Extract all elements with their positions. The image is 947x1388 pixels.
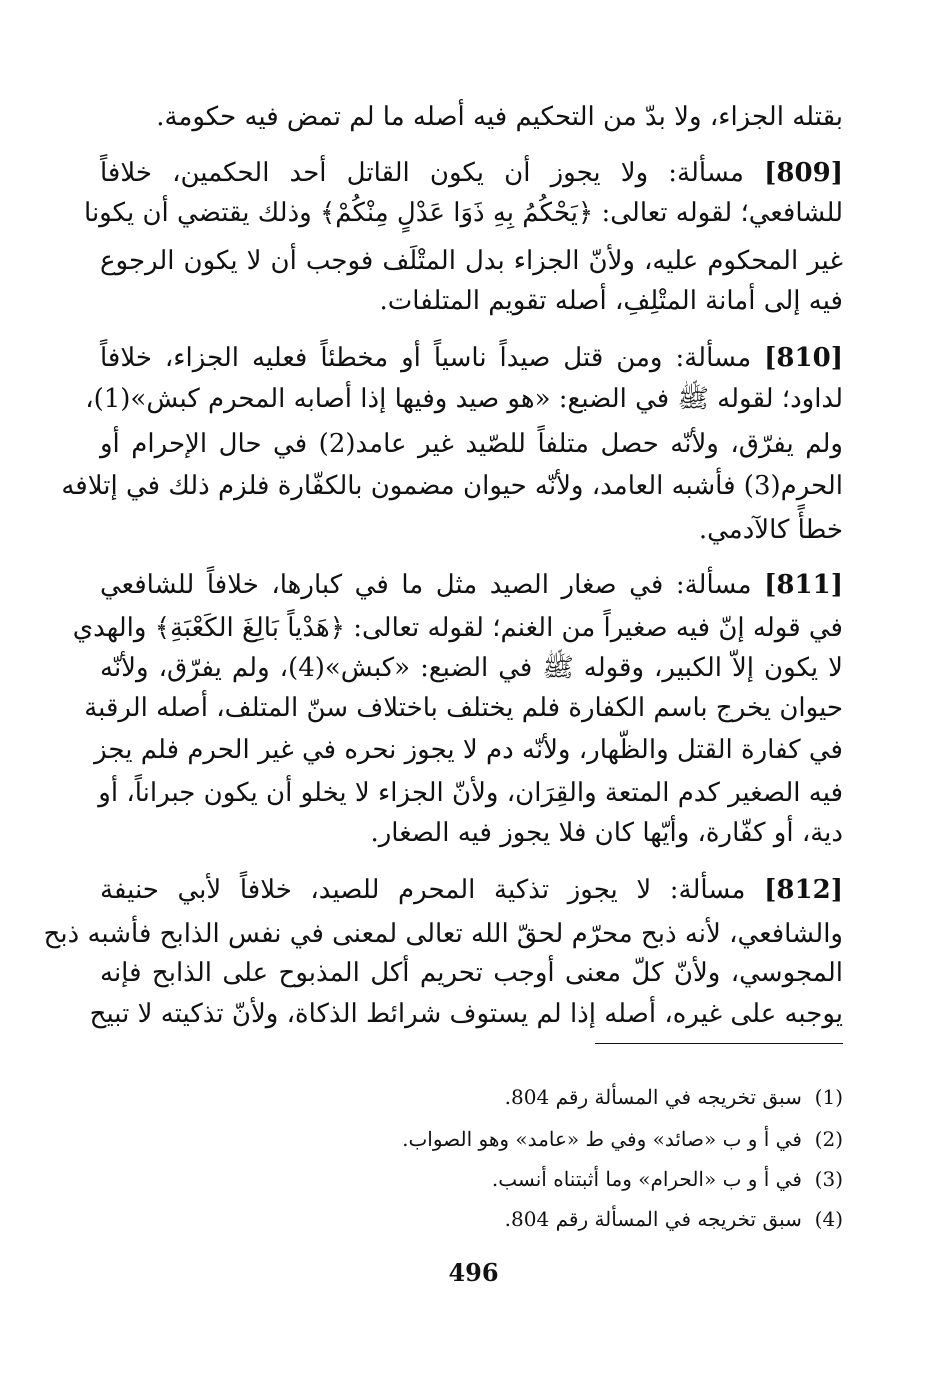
footnote-separator xyxy=(595,1043,843,1044)
text-line: فيه الصغير كدم المتعة والقِرَان، ولأنّ الجزاء لا يخلو أن يكون جبراناً، أو xyxy=(98,778,843,808)
issue-heading-812: [812] مسألة: لا يجوز تذكية المحرم للصيد، خلافاً لأبي حنيفة xyxy=(100,875,843,905)
footnote-number: (2) xyxy=(814,1127,843,1151)
footnote-number: (4) xyxy=(814,1207,843,1231)
text-line: بقتله الجزاء، ولا بدّ من التحكيم فيه أصله ما لم تمض فيه حكومة. xyxy=(156,102,843,132)
issue-heading-809: [809] مسألة: ولا يجوز أن يكون القاتل أحد الحكمين، خلافاً xyxy=(100,158,843,188)
footnote: (2) في أ و ب «صائد» وفي ط «عامد» وهو الصواب. xyxy=(402,1127,843,1151)
text-line: خطأً كالآدمي. xyxy=(698,515,843,545)
issue-heading-811: [811] مسألة: في صغار الصيد مثل ما في كبارها، خلافاً للشافعي xyxy=(100,570,843,600)
text-line: في كفارة القتل والظّهار، ولأنّه دم لا يجوز نحره في غير الحرم فلم يجز xyxy=(94,735,843,765)
text-line: الحرم(3) فأشبه العامد، ولأنّه حيوان مضمون بالكفّارة فلزم ذلك في إتلافه xyxy=(61,471,843,501)
text-line: دية، أو كفّارة، وأيّها كان فلا يجوز فيه الصغار. xyxy=(370,818,843,848)
text-line: فيه إلى أمانة المتْلِفِ، أصله تقويم المتلفات. xyxy=(379,286,843,316)
text-line: في قوله إنّ فيه صغيراً من الغنم؛ لقوله تعالى: ﴿هَدْياً بَالِغَ الكَعْبَةِ﴾ والهدي xyxy=(72,613,843,643)
footnote: (4) سبق تخريجه في المسألة رقم 804. xyxy=(504,1207,843,1231)
text-line: لا يكون إلاّ الكبير، وقوله ﷺ في الضبع: «كبش»(4)، ولم يفرّق، ولأنّه xyxy=(100,653,843,683)
issue-heading-810: [810] مسألة: ومن قتل صيداً ناسياً أو مخطئاً فعليه الجزاء، خلافاً xyxy=(100,343,843,373)
issue-number: [809] xyxy=(764,158,843,188)
text-line: غير المحكوم عليه، ولأنّ الجزاء بدل المتْلَف فوجب أن لا يكون الرجوع xyxy=(100,246,843,276)
footnote-number: (3) xyxy=(814,1167,843,1191)
issue-number: [810] xyxy=(764,343,843,373)
page-number: 496 xyxy=(448,1258,499,1287)
text-line: والشافعي، لأنه ذبح محرّم لحقّ الله تعالى لمعنى في نفس الذابح فأشبه ذبح xyxy=(43,919,843,949)
text-line: لداود؛ لقوله ﷺ في الضبع: «هو صيد وفيها إذا أصابه المحرم كبش»(1)، xyxy=(85,384,843,414)
issue-number: [811] xyxy=(764,570,843,600)
footnote: (3) في أ و ب «الحرام» وما أثبتناه أنسب. xyxy=(491,1167,843,1191)
text-line: حيوان يخرج باسم الكفارة فلم يختلف باختلاف سنّ المتلف، أصله الرقبة xyxy=(84,693,843,723)
text-line: يوجبه على غيره، أصله إذا لم يستوف شرائط الذكاة، ولأنّ تذكيته لا تبيح xyxy=(89,999,843,1029)
footnote-number: (1) xyxy=(814,1085,843,1109)
text-line: المجوسي، ولأنّ كلّ معنى أوجب تحريم أكل المذبوح على الذابح فإنه xyxy=(100,958,843,988)
text-line: للشافعي؛ لقوله تعالى: ﴿يَحْكُمُ بِهِ ذَوَا عَدْلٍ مِنْكُمْ﴾ وذلك يقتضي أن يكونا xyxy=(84,198,843,228)
footnote: (1) سبق تخريجه في المسألة رقم 804. xyxy=(504,1085,843,1109)
text-line: ولم يفرّق، ولأنّه حصل متلفاً للصّيد غير عامد(2) في حال الإحرام أو xyxy=(100,429,843,459)
issue-number: [812] xyxy=(764,875,843,905)
